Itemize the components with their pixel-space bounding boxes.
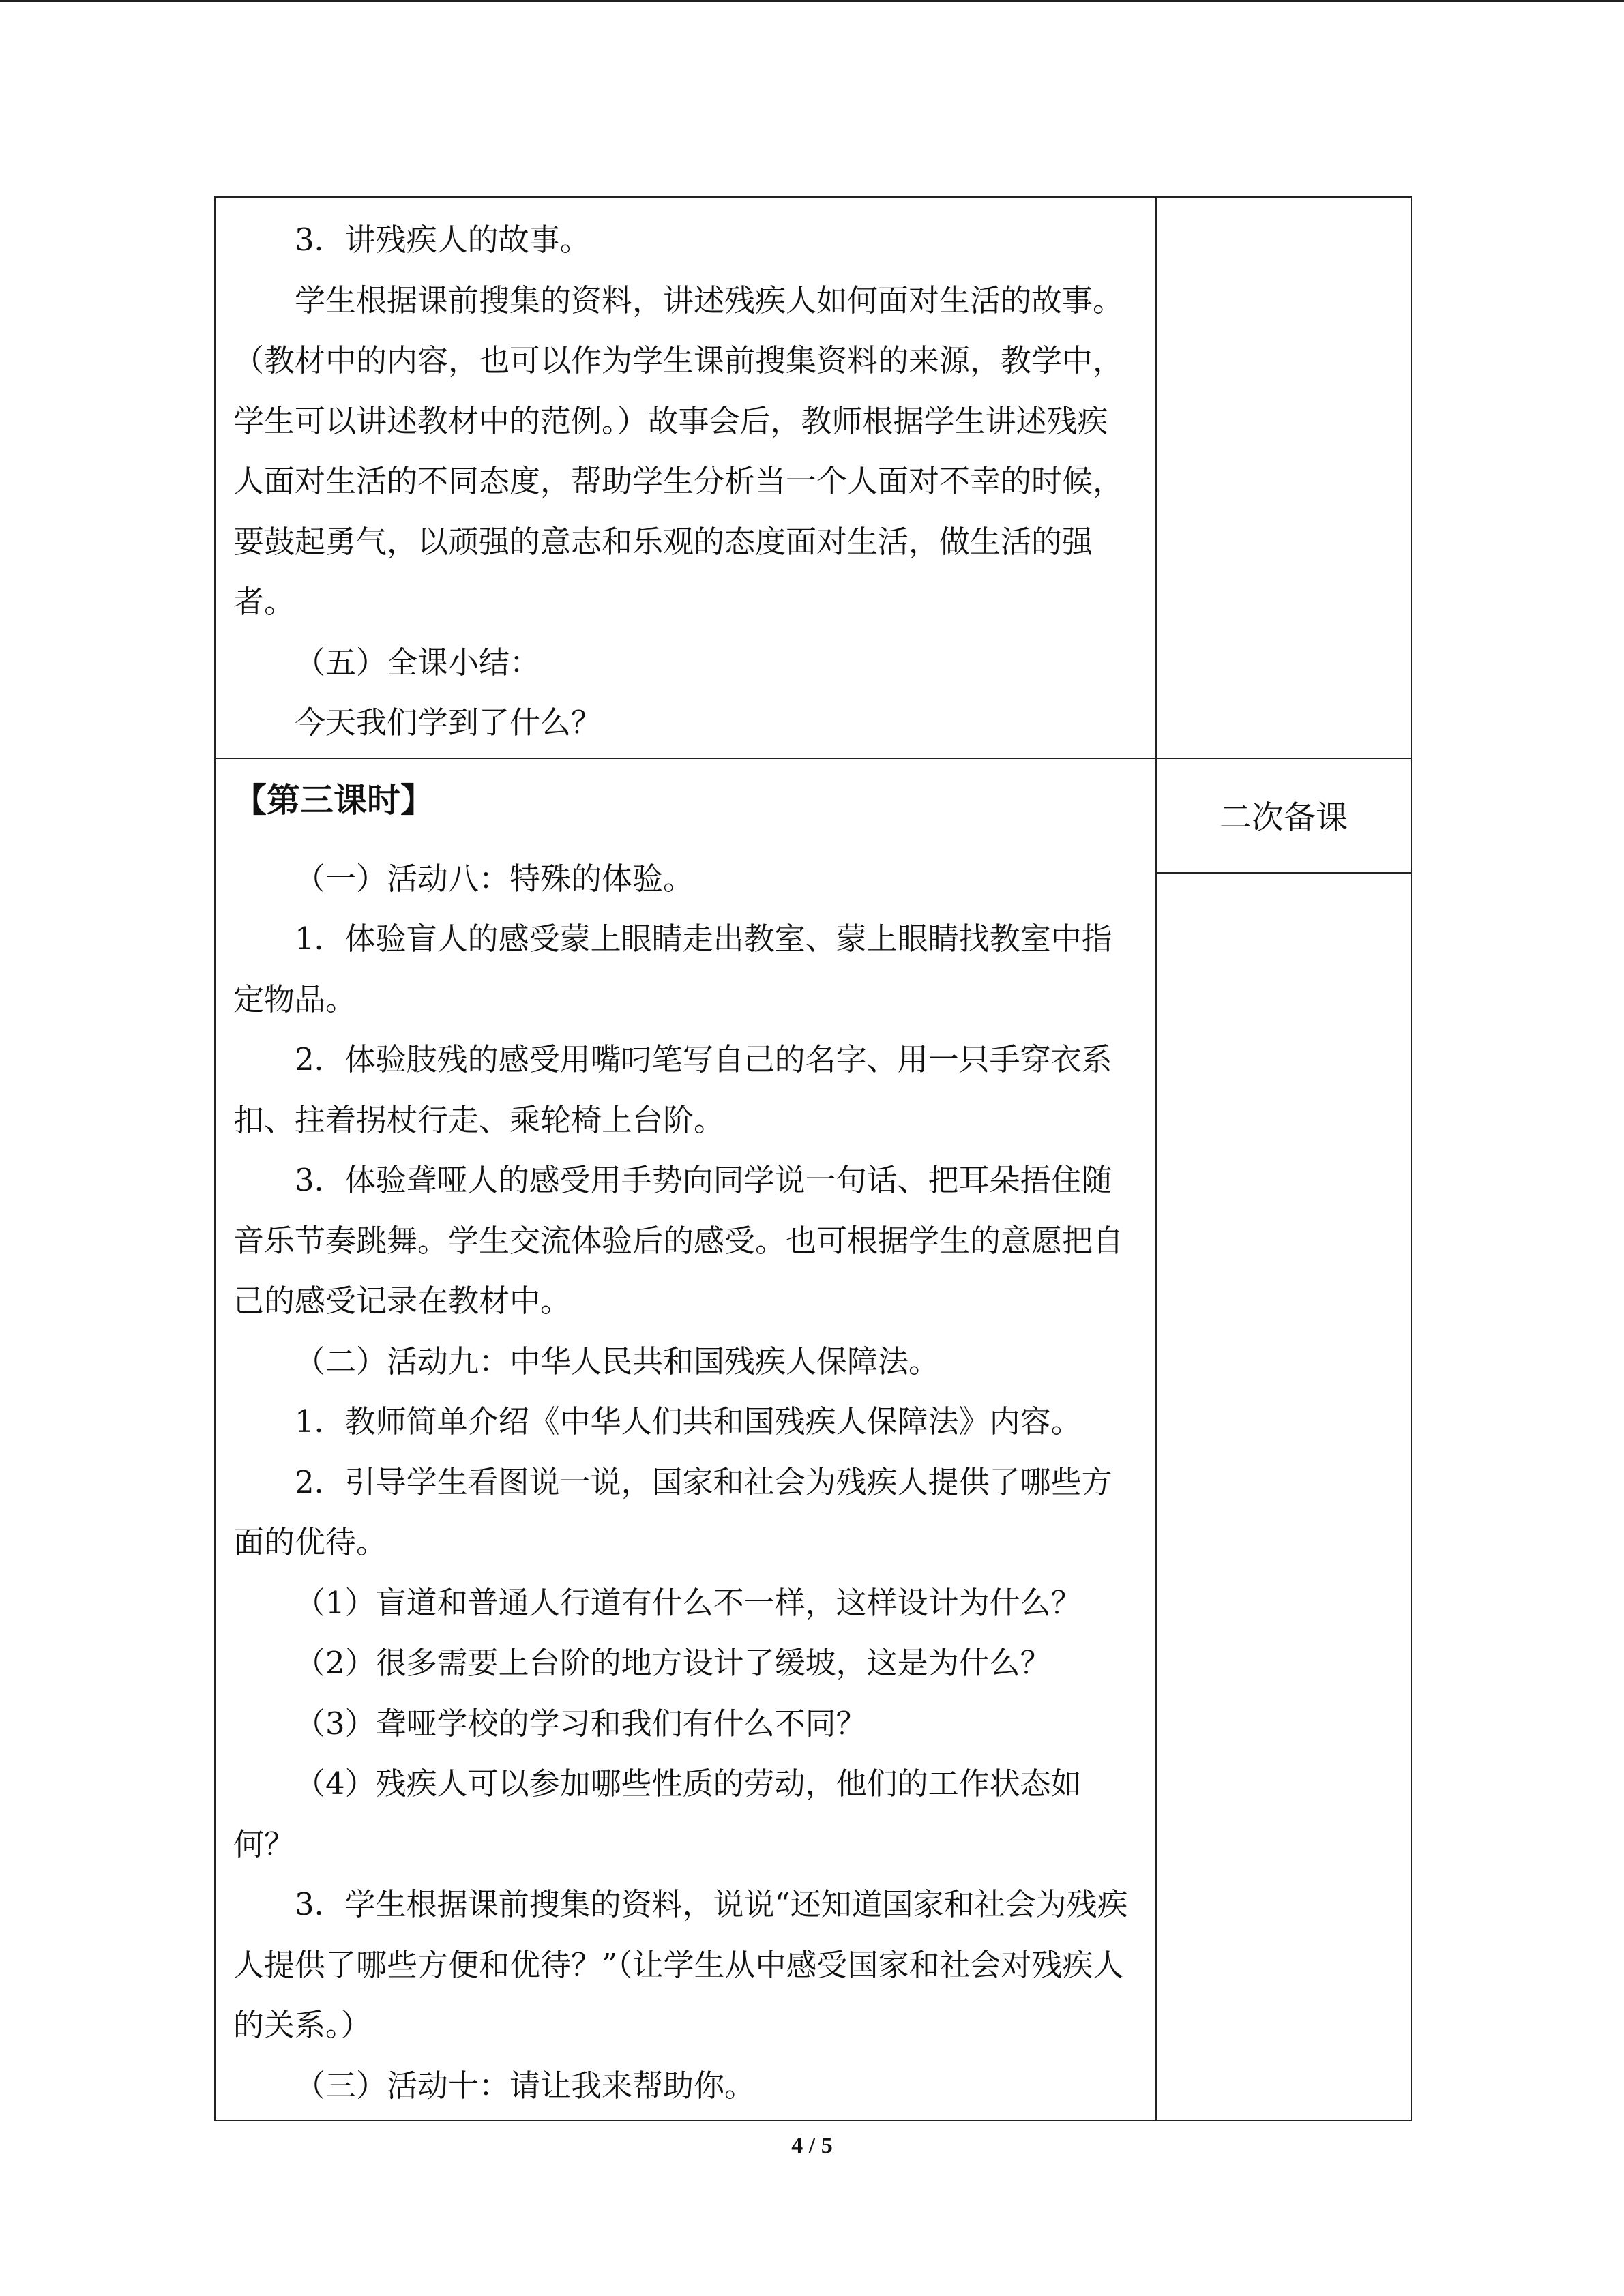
paragraph: （2）很多需要上台阶的地方设计了缓坡，这是为什么？ <box>295 1645 1051 1681</box>
paragraph: 3．体验聋哑人的感受用手势向同学说一句话、把耳朵捂住随音乐节奏跳舞。学生交流体验后的感受。也可根据学生的意愿把自己的感受记录在教材中。 <box>233 1162 1124 1319</box>
paragraph: （二）活动九：中华人民共和国残疾人保障法。 <box>295 1343 940 1380</box>
paragraph: 1．教师简单介绍《中华人们共和国残疾人保障法》内容。 <box>295 1403 1082 1440</box>
paragraph: 学生根据课前搜集的资料，讲述残疾人如何面对生活的故事。（教材中的内容，也可以作为学生课前搜集资料的来源，教学中，学生可以讲述教材中的范例。）故事会后，教师根据学生讲述残疾人面对生活的不同态度，帮助学生分析当一个人面对不幸的时候，要鼓起勇气，以顽强的意志和乐观的态度面对生活，做生活的强者。 <box>233 282 1124 620</box>
paragraph: 今天我们学到了什么？ <box>295 704 602 741</box>
paragraph: （一）活动八：特殊的体验。 <box>295 860 694 897</box>
paragraph: 2．引导学生看图说一说，国家和社会为残疾人提供了哪些方面的优待。 <box>233 1463 1112 1560</box>
revision-notes-cell <box>1156 758 1411 2121</box>
table-row <box>215 758 1411 2121</box>
paragraph: （五）全课小结： <box>295 644 541 681</box>
secondary-prep-label: 二次备课 <box>1157 759 1411 874</box>
paragraph: 1．体验盲人的感受蒙上眼睛走出教室、蒙上眼睛找教室中指定物品。 <box>233 921 1112 1017</box>
paragraph: （3）聋哑学校的学习和我们有什么不同？ <box>295 1705 867 1742</box>
page-number: 4 / 5 <box>791 2133 833 2158</box>
paragraph: 3．学生根据课前搜集的资料，说说“还知道国家和社会为残疾人提供了哪些方便和优待？”（让学生从中感受国家和社会对残疾人的关系。） <box>233 1886 1128 2043</box>
paragraph: 2．体验肢残的感受用嘴叼笔写自己的名字、用一只手穿衣系扣、拄着拐杖行走、乘轮椅上台阶。 <box>233 1041 1112 1138</box>
lesson-heading: 【第三课时】 <box>233 780 434 820</box>
top-border-line <box>0 0 1624 2</box>
paragraph: （三）活动十：请让我来帮助你。 <box>295 2067 756 2104</box>
table-row <box>215 197 1411 758</box>
paragraph: （4）残疾人可以参加哪些性质的劳动，他们的工作状态如何？ <box>233 1765 1082 1862</box>
revision-notes-cell <box>1156 197 1411 758</box>
paragraph: 3．讲残疾人的故事。 <box>295 222 591 258</box>
lesson-content-cell <box>215 197 1156 758</box>
paragraph: （1）盲道和普通人行道有什么不一样，这样设计为什么？ <box>295 1584 1082 1621</box>
lesson-plan-table <box>214 196 1412 2121</box>
lesson-content-cell <box>215 758 1156 2121</box>
